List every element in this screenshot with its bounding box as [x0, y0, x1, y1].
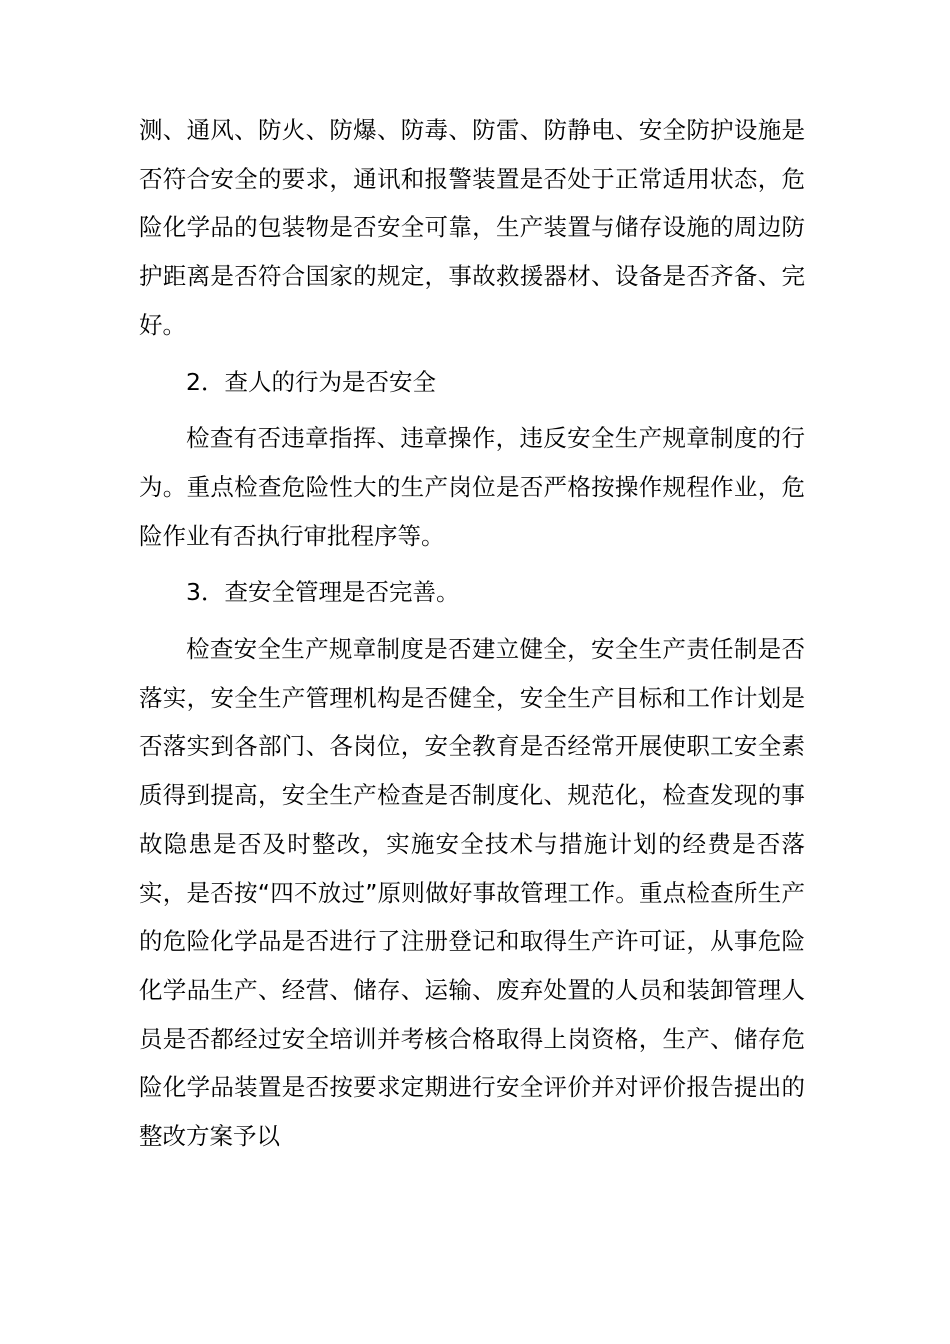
section-heading-2: 2．查人的行为是否安全: [186, 367, 436, 396]
paragraph-behavior-check: 检查有否违章指挥、违章操作，违反安全生产规章制度的行为。重点检查危险性大的生产岗位是否严格按操作规程作业，危险作业有否执行审批程序等。: [139, 424, 805, 550]
paragraph-management-check: 检查安全生产规章制度是否建立健全，安全生产责任制是否落实，安全生产管理机构是否健全，安全生产目标和工作计划是否落实到各部门、各岗位，安全教育是否经常开展使职工安全素质得到提高，安全生产检查是否制度化、规范化，检查发现的事故隐患是否及时整改，实施安全技术与措施计划的经费是否落实，是否按“四不放过”原则做好事故管理工作。重点检查所生产的危险化学品是否进行了注册登记和取得生产许可证，从事危险化学品生产、经营、储存、运输、废弃处置的人员和装卸管理人员是否都经过安全培训并考核合格取得上岗资格，生产、储存危险化学品装置是否按要求定期进行安全评价并对评价报告提出的整改方案予以: [139, 635, 805, 1151]
document-body: [139, 106, 805, 1169]
paragraph-continuation: 测、通风、防火、防爆、防毒、防雷、防静电、安全防护设施是否符合安全的要求，通讯和报警装置是否处于正常适用状态，危险化学品的包装物是否安全可靠，生产装置与储存设施的周边防护距离是否符合国家的规定，事故救援器材、设备是否齐备、完好。: [139, 116, 805, 339]
section-heading-3: 3．查安全管理是否完善。: [186, 578, 460, 607]
